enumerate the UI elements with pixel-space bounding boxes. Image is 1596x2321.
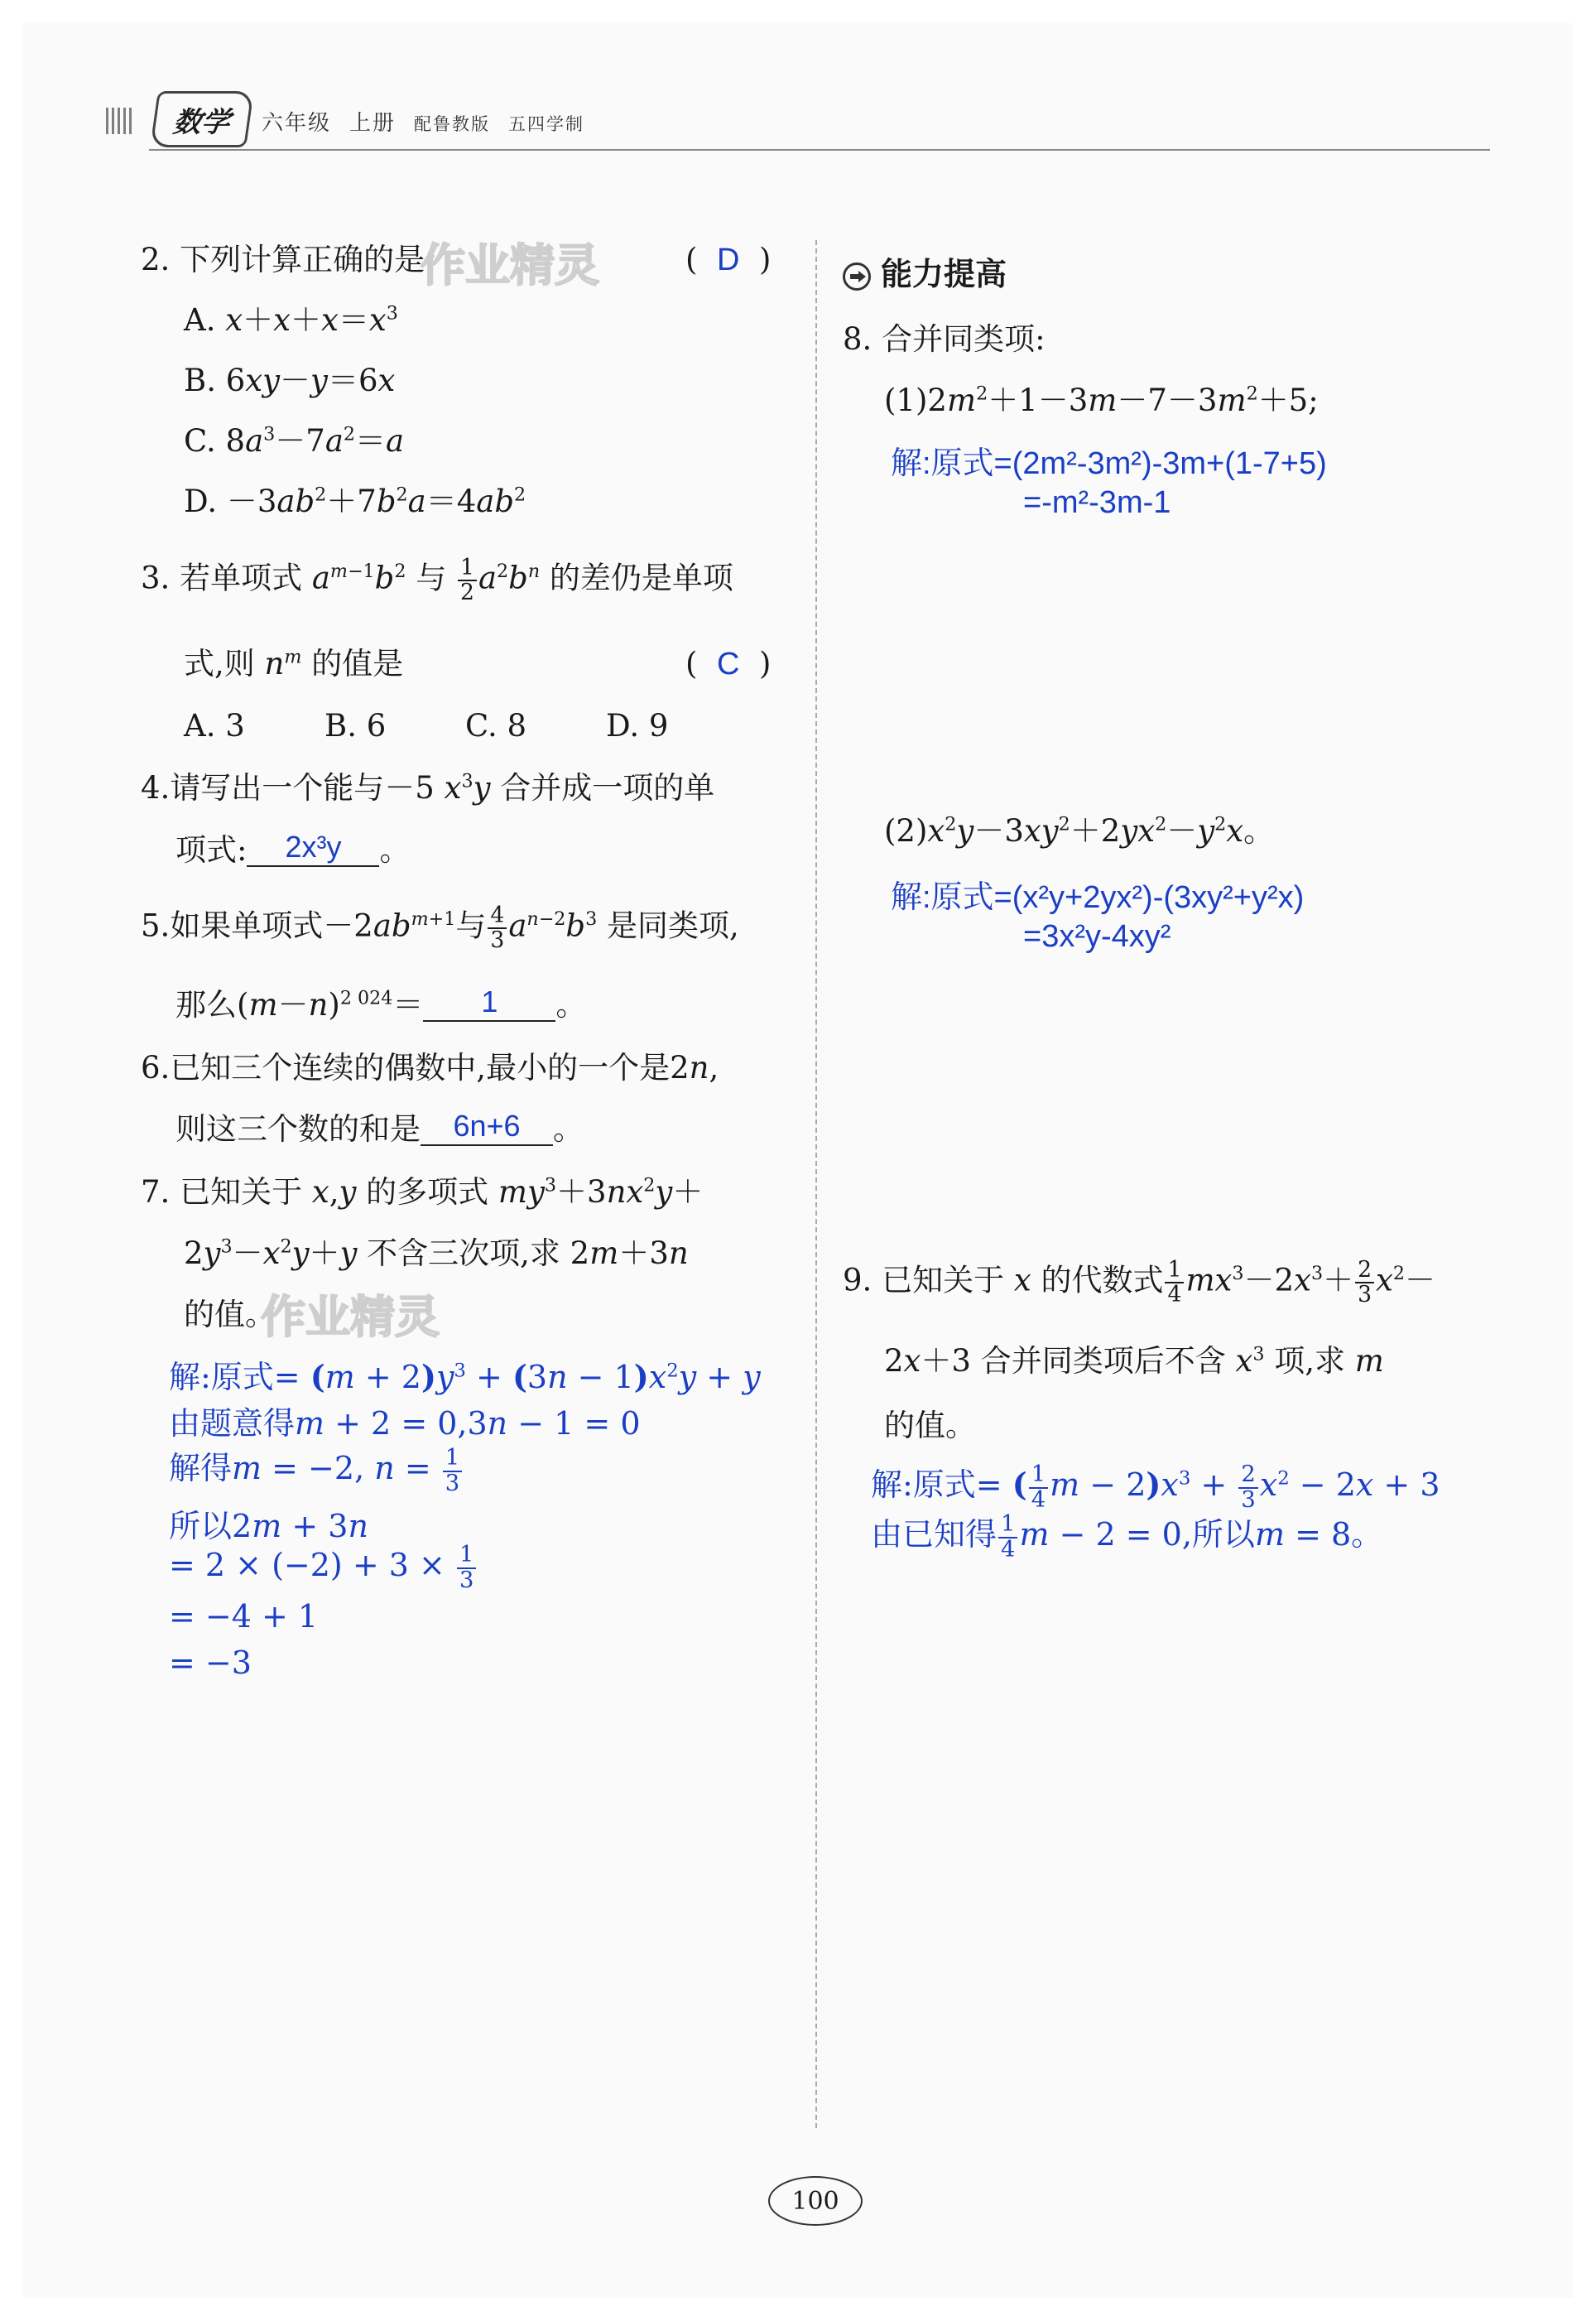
column-divider (815, 240, 817, 2128)
question-8-part1-solution-line1: 解:原式=(2m²-3m²)-3m+(1-7+5) (891, 446, 1327, 481)
question-3-option-a: A. 3 (184, 708, 245, 744)
watermark: 作业精灵 (261, 1291, 440, 1343)
question-3-answer-bracket: ( C ) (685, 646, 772, 681)
question-4-stem-line2: 项式: 2x³y 。 (175, 830, 411, 868)
question-2-option-c: C. $8a^3-7a^2=a$ (184, 423, 405, 459)
question-4-stem-line1: 4.请写出一个能与－5 $x^3y$ 合并成一项的单 (141, 770, 715, 806)
header-grade: 六年级 (262, 111, 332, 136)
question-7-solution-line5: = 2 × (−2) + 3 × $\frac{1}{3}$ (169, 1543, 478, 1592)
question-7-stem-line2: $2y^3-x^2y+y$ 不含三次项,求 2m＋3n (184, 1235, 689, 1271)
question-4-answer: 2x³y (285, 830, 342, 864)
question-9-stem-line1: 9. 已知关于 x 的代数式 $\frac{1}{4}$ $mx^3-2x^3+$ $\frac{2}{3}$ $x^2-$ (843, 1257, 1436, 1307)
question-2-option-b: B. 6xy－y＝6x (184, 363, 396, 398)
header-system: 五四学制 (508, 114, 585, 134)
question-8-part1-solution-line2: =-m²-3m-1 (1023, 485, 1171, 520)
page-header (99, 91, 1490, 144)
question-2-option-a: A. $x+x+x=x^3$ (184, 302, 398, 338)
arrow-circle-icon (843, 262, 871, 291)
question-2-answer-bracket: ( D ) (685, 242, 772, 277)
section-heading: 能力提高 (843, 248, 1007, 294)
question-7-stem-line1: 7. 已知关于 x,y 的多项式 $my^3+3nx^2y+$ (141, 1174, 704, 1210)
header-edition: 配鲁教版 (414, 114, 491, 134)
question-3-stem-line1: 3. 若单项式 $a^{m-1}b^2$ 与 $\frac{1}{2}$ $a^2b^n$ 的差仍是单项 (141, 555, 733, 605)
question-5-answer: 1 (481, 985, 498, 1018)
question-2-answer: D (716, 243, 740, 277)
question-5-stem-line2: 那么$(m-n)^{2 024}= 1$ 。 (175, 985, 587, 1023)
question-6-answer: 6n+6 (453, 1109, 521, 1143)
question-5-stem-line1: 5.如果单项式$-2ab^{m+1}$与 $\frac{4}{3}$ $a^{n-2}b^3$ 是同类项, (141, 903, 739, 953)
question-3-option-d: D. 9 (606, 708, 669, 744)
question-8-part1: $(1)2m^2+1-3m-7-3m^2+5$; (884, 383, 1319, 418)
question-8-part2: $(2)x^2y-3xy^2+2yx^2-y^2x$。 (884, 813, 1275, 849)
question-9-solution-line2: 由已知得 $\frac{1}{4}$ m − 2 = 0,所以m = 8。 (871, 1510, 1383, 1563)
question-8-stem: 8. 合并同类项: (843, 321, 1046, 357)
question-3-stem-line2: 式,则 $n^m$ 的值是 (184, 646, 404, 681)
question-3-option-c: C. 8 (465, 708, 527, 744)
header-volume: 上册 (349, 111, 397, 136)
question-7-solution-line4: 所以2m + 3n (169, 1508, 368, 1544)
question-8-part2-solution-line2: =3x²y-4xy² (1023, 919, 1171, 954)
question-8-part2-solution-line1: 解:原式=(x²y+2yx²)-(3xy²+y²x) (891, 880, 1305, 915)
question-3-answer: C (716, 647, 740, 681)
question-7-solution-line1: 解:原式= $(m + 2)y^3 + (3n - 1)x^2y + y$ (169, 1358, 761, 1395)
question-9-stem-line2: 2x＋3 合并同类项后不含 $x^3$ 项,求 m (884, 1343, 1384, 1379)
question-7-solution-line7: = −3 (169, 1644, 252, 1681)
question-2-stem: 2. 下列计算正确的是 (141, 242, 425, 277)
header-rule (149, 149, 1490, 151)
question-7-solution-line2: 由题意得m + 2 = 0,3n − 1 = 0 (169, 1405, 641, 1442)
question-7-solution-line6: = −4 + 1 (169, 1598, 319, 1635)
question-9-solution-line1: 解:原式= ( $\frac{1}{4}$ $m - 2)x^3$ + $\frac{2}{3}$ $x^2 - 2x + 3$ (871, 1461, 1440, 1513)
question-3-option-b: B. 6 (324, 708, 387, 744)
question-7-solution-line3: 解得m = −2, n = $\frac{1}{3}$ (169, 1442, 464, 1495)
question-6-stem-line1: 6.已知三个连续的偶数中,最小的一个是2n, (141, 1050, 719, 1086)
question-2-option-d: D. $-3ab^2+7b^2a=4ab^2$ (184, 484, 526, 519)
subject-badge: 数学 (150, 91, 254, 147)
question-7-stem-line3: 的值。 (184, 1297, 276, 1332)
header-decoration (106, 108, 134, 134)
watermark: 作业精灵 (421, 239, 599, 291)
page-number: 100 (768, 2176, 863, 2226)
header-info (262, 106, 603, 137)
question-9-stem-line3: 的值。 (884, 1408, 976, 1443)
question-6-stem-line2: 则这三个数的和是 6n+6 。 (175, 1109, 584, 1147)
